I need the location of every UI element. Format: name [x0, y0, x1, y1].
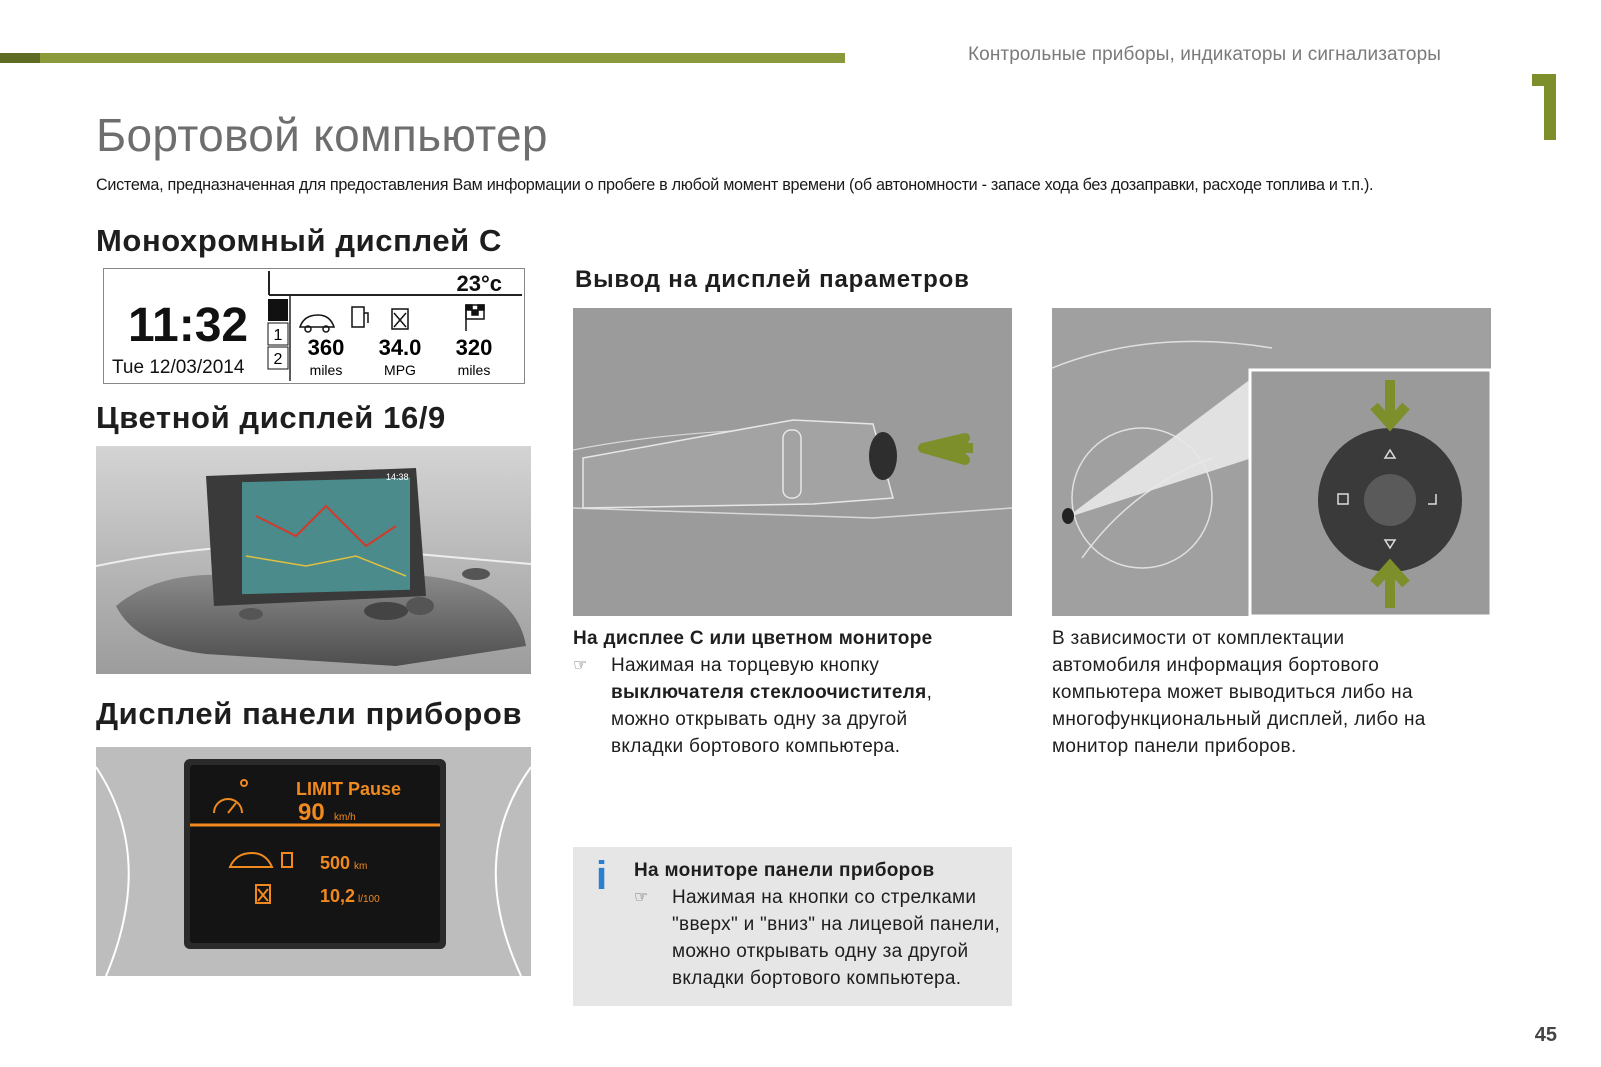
speed-unit: km/h	[334, 812, 356, 823]
chapter-number-glyph	[1530, 72, 1564, 142]
intro-text: Система, предназначенная для предоставления Вам информации о пробеге в любой момент времени (об автономности - запасе хода без дозаправки, расходе топлива и т.п.).	[96, 176, 1374, 194]
speed-value: 90	[298, 799, 325, 826]
mono-time: 11:32	[128, 299, 249, 352]
car-tab-icon	[268, 299, 288, 321]
col2-line4: многофункциональный дисплей, либо на	[1052, 709, 1426, 730]
params-heading: Вывод на дисплей параметров	[575, 266, 970, 293]
fuel-consumption-icon	[392, 309, 408, 329]
mono-value-3: 320	[455, 335, 493, 360]
mono-value-2: 34.0	[378, 335, 422, 360]
button-nav[interactable]	[406, 597, 434, 615]
page-number: 45	[1534, 1024, 1557, 1046]
dashboard-control-figure	[1052, 308, 1491, 616]
mono-temp: 23°c	[456, 271, 502, 296]
col1-bullet: ☞	[573, 657, 588, 674]
car-range-icon	[300, 315, 334, 332]
tab-1-label: 1	[273, 327, 283, 344]
mono-unit-2: MPG	[384, 362, 416, 378]
mono-value-1: 360	[307, 335, 345, 360]
col1-line2	[611, 679, 932, 706]
info-line1: Нажимая на кнопки со стрелками	[672, 887, 977, 908]
center-button[interactable]	[1364, 474, 1416, 526]
header-accent-bar	[0, 53, 845, 63]
info-icon: i	[596, 854, 608, 898]
fuel-pump-icon	[352, 307, 368, 327]
chapter-number	[1530, 72, 1564, 142]
page-title: Бортовой компьютер	[96, 109, 548, 161]
range-unit: km	[354, 861, 368, 872]
color-display-heading: Цветной дисплей 16/9	[96, 400, 446, 435]
col1-bold-tail: ,	[926, 682, 933, 703]
button-right[interactable]	[462, 568, 490, 580]
range-value: 500	[320, 853, 351, 873]
info-line3: можно открывать одну за другой	[672, 941, 969, 962]
tab-2-label: 2	[273, 351, 283, 368]
col1-bold-text: выключателя стеклоочистителя	[611, 682, 927, 703]
mono-date: Tue 12/03/2014	[112, 357, 245, 378]
col1-line4: вкладки бортового компьютера.	[611, 736, 901, 757]
col1-line3: можно открывать одну за другой	[611, 709, 908, 730]
button-menu[interactable]	[364, 602, 408, 620]
cluster-display-heading: Дисплей панели приборов	[96, 696, 523, 731]
color-display-figure	[96, 446, 531, 674]
button-left[interactable]	[239, 608, 263, 620]
cluster-display-figure	[96, 747, 531, 976]
col2-line1: В зависимости от комплектации	[1052, 628, 1345, 649]
info-line4: вкладки бортового компьютера.	[672, 968, 962, 989]
info-line2: "вверх" и "вниз" на лицевой панели,	[672, 914, 1001, 935]
col2-line2: автомобиля информация бортового	[1052, 655, 1380, 676]
section-header: Контрольные приборы, индикаторы и сигнализаторы	[967, 44, 1441, 65]
header-accent-bar-dark	[0, 53, 40, 63]
mono-unit-1: miles	[309, 362, 343, 378]
col2-line3: компьютера может выводиться либо на	[1052, 682, 1413, 703]
col1-title: На дисплее С или цветном мониторе	[573, 628, 933, 649]
limit-text: LIMIT Pause	[296, 779, 402, 799]
info-bullet: ☞	[634, 889, 649, 906]
col1-line1: Нажимая на торцевую кнопку	[611, 655, 880, 676]
info-title: На мониторе панели приборов	[634, 860, 935, 881]
col2-line5: монитор панели приборов.	[1052, 736, 1297, 757]
mono-unit-3: miles	[457, 362, 491, 378]
consumption-unit: l/100	[358, 894, 380, 905]
wiper-stalk-figure	[573, 308, 1012, 616]
finish-flag-icon	[466, 305, 484, 331]
consumption-value: 10,2	[320, 886, 356, 906]
mono-display-heading: Монохромный дисплей С	[96, 223, 503, 258]
wiper-end-button[interactable]	[869, 432, 897, 480]
color-display-time: 14:38	[386, 472, 409, 482]
mono-display-figure	[103, 268, 525, 384]
map-screen	[242, 478, 410, 594]
